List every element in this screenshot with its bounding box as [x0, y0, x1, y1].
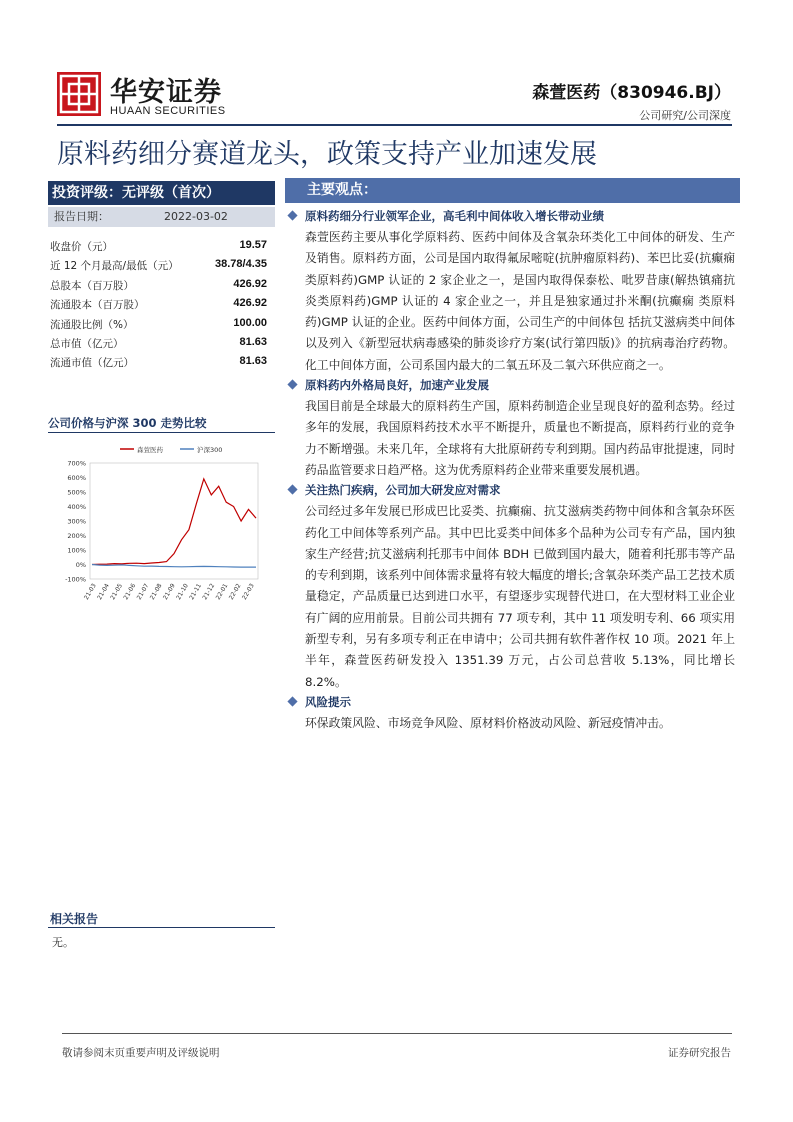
related-reports-divider: [48, 927, 275, 928]
diamond-bullet-icon: [287, 485, 297, 495]
related-reports-title: 相关报告: [50, 912, 99, 926]
section-heading-text: 关注热门疾病，公司加大研发应对需求: [305, 483, 501, 498]
stat-row: [48, 295, 273, 314]
logo-name-en: HUAAN SECURITIES: [110, 105, 226, 117]
y-tick-label: 600%: [67, 474, 86, 482]
x-tick-label: 22-01: [214, 582, 230, 602]
stat-row: [48, 334, 273, 353]
diamond-bullet-icon: [287, 379, 297, 389]
report-type: 公司研究/公司深度: [639, 109, 731, 122]
stat-row: [48, 256, 273, 275]
key-views-body: [288, 207, 735, 734]
key-views-header: 主要观点：: [285, 178, 740, 203]
stat-row: [48, 315, 273, 334]
logo-emblem-icon: [57, 72, 101, 116]
x-tick-label: 21-10: [175, 582, 190, 602]
section-paragraph: 我国目前是全球最大的原料药生产国，原料药制造企业呈现良好的盈利态势。经过多年的发展，我国原料药技术水平不断提升，质量也不断提高，原料药行业的竞争力不断增强。未来几年，全球将有大批原研药专利到期。国内药品审批提速，同时药品监管要求日趋严格。这为优秀原料药企业带来重要发展机遇。: [305, 399, 735, 477]
series-line: [92, 565, 256, 568]
stat-label: 流通股本（百万股）: [50, 299, 145, 312]
footer-label: 证券研究报告: [668, 1047, 731, 1059]
logo-name-cn: 华安证券: [110, 77, 222, 108]
stat-value: 426.92: [233, 277, 267, 290]
y-tick-label: -100%: [65, 575, 86, 584]
chart-plot-frame: [90, 463, 258, 579]
stat-row: [48, 353, 273, 372]
report-date-bar: [48, 207, 275, 227]
legend-label: 森萱医药: [137, 446, 163, 454]
section-paragraph: 森萱医药主要从事化学原料药、医药中间体及含氧杂环类化工中间体的研发、生产及销售。原料药方面，公司是国内取得氟尿嘧啶(抗肿瘤原料药)、苯巴比妥(抗癫痫类原料药)GMP 认证的 2 家企业之一，是国内取得保泰松、吡罗昔康(解热镇痛抗炎类原料药)GMP 认证的 4 家企业之一，并且是独家通过扑米酮(抗癫痫 类原料药)GMP 认证的企业。医药中间体方面，公司生产的中间体包 括抗艾滋病类中间体以及列入《新型冠状病毒感染的肺炎诊疗方案(试行第四版)》的抗病毒治疗药物。化工中间体方面，公司系国内最大的二氧五环及二氧六环供应商之一。: [305, 230, 735, 372]
stat-value: 38.78/4.35: [215, 258, 267, 271]
header-divider: [57, 124, 732, 126]
price-trend-chart: [48, 437, 275, 617]
x-tick-label: 21-07: [135, 582, 151, 602]
x-tick-label: 22-03: [240, 582, 256, 602]
stat-value: 19.57: [239, 239, 267, 251]
x-tick-label: 21-03: [82, 582, 98, 602]
stock-stats-table: [48, 237, 273, 373]
report-date-label: 报告日期：: [54, 210, 109, 223]
report-title: 原料药细分赛道龙头，政策支持产业加速发展: [57, 139, 597, 170]
logo-emblem: [57, 72, 101, 116]
stat-label: 总市值（亿元）: [50, 337, 124, 350]
related-reports-text: 无。: [52, 936, 74, 949]
stat-label: 近 12 个月最高/最低（元）: [50, 260, 179, 273]
stat-label: 收盘价（元）: [50, 241, 113, 253]
y-tick-label: 0%: [75, 561, 86, 569]
y-tick-label: 500%: [67, 488, 86, 497]
x-tick-label: 21-06: [122, 582, 138, 602]
footer-disclaimer: 敬请参阅末页重要声明及评级说明: [62, 1047, 220, 1059]
footer-divider: [62, 1033, 732, 1034]
x-tick-label: 21-12: [201, 582, 217, 602]
stat-value: 81.63: [239, 335, 267, 348]
stat-label: 流通股比例（%）: [50, 318, 134, 331]
stat-label: 总股本（百万股）: [50, 279, 134, 292]
diamond-bullet-icon: [287, 696, 297, 706]
stat-row: [48, 276, 273, 295]
section-heading: [288, 207, 735, 227]
section-paragraph: 环保政策风险、市场竞争风险、原材料价格波动风险、新冠疫情冲击。: [305, 715, 671, 730]
section-heading: [288, 376, 735, 396]
legend-label: 沪深300: [197, 446, 223, 454]
y-tick-label: 300%: [67, 517, 86, 526]
x-tick-label: 21-05: [109, 582, 125, 602]
company-ticker-title: 森萱医药（830946.BJ）: [532, 83, 731, 103]
section-heading-text: 风险提示: [305, 694, 351, 709]
section-heading-text: 原料药内外格局良好，加速产业发展: [305, 378, 489, 393]
stat-value: 426.92: [233, 297, 267, 310]
x-tick-label: 21-04: [96, 582, 111, 602]
stat-value: 100.00: [233, 316, 267, 329]
y-tick-label: 100%: [67, 546, 86, 555]
stat-label: 流通市值（亿元）: [50, 357, 134, 370]
report-date-value: 2022-03-02: [164, 210, 228, 223]
chart-title-divider: [48, 432, 275, 433]
y-tick-label: 200%: [67, 532, 86, 540]
stat-row: [48, 237, 273, 256]
price-trend-chart-svg: [48, 437, 275, 617]
section-heading: [288, 481, 735, 501]
section-paragraph: 公司经过多年发展已形成巴比妥类、抗癫痫、抗艾滋病类药物中间体和含氧杂环医药化工中间体等系列产品。其中巴比妥类中间体多个品种为公司专有产品，国内独家生产经营;抗艾滋病利托那韦中间体 BDH 已做到国内最大，随着利托那韦等产品的专利到期，该系列中间体需求量将有较大幅度的增长;含氧杂环类产品工艺技术质量稳定，产品质量已达到进口水平，有望逐步实现替代进口，在大型材料工业企业有广阔的应用前景。目前公司共拥有 77 项专利，其中 11 项发明专利、66 项实用新型专利，另有多项专利正在申请中；公司共拥有软件著作权 10 项。2021 年上半年，森萱医药研发投入 1351.39 万元，占公司总营收 5.13%，同比增长 8.2%。: [305, 504, 735, 689]
section-heading: [288, 693, 735, 713]
chart-title: 公司价格与沪深 300 走势比较: [48, 416, 207, 430]
x-tick-label: 21-11: [188, 582, 204, 602]
diamond-bullet-icon: [287, 210, 297, 220]
y-tick-label: 400%: [67, 503, 86, 511]
y-tick-label: 700%: [67, 459, 86, 468]
series-line: [92, 479, 256, 565]
x-tick-label: 22-02: [227, 582, 243, 602]
investment-rating: 投资评级：无评级（首次）: [48, 181, 275, 205]
section-heading-text: 原料药细分行业领军企业，高毛利中间体收入增长带动业绩: [305, 209, 604, 223]
x-tick-label: 21-08: [148, 582, 164, 602]
x-tick-label: 21-09: [161, 582, 177, 602]
stat-value: 81.63: [239, 355, 267, 368]
